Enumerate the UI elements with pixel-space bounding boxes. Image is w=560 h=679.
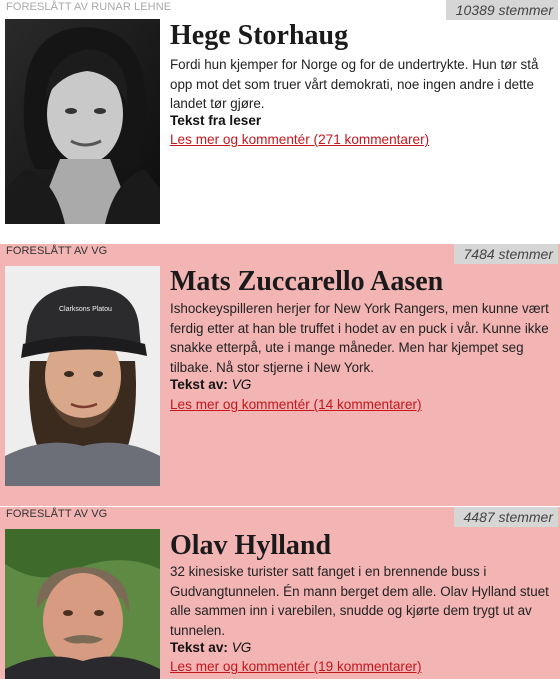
author-line	[170, 111, 261, 131]
suggested-by-label: FORESLÅTT AV VG	[6, 508, 108, 520]
read-more-comments-link[interactable]: Les mer og kommentér (271 kommentarer)	[170, 132, 430, 147]
candidate-name: Olav Hylland	[170, 530, 332, 561]
candidate-photo[interactable]	[5, 266, 160, 486]
author-label: Tekst fra leser	[170, 113, 262, 128]
candidate-name: Hege Storhaug	[170, 20, 349, 51]
vote-count-badge: 7484 stemmer	[454, 244, 558, 264]
suggested-by-label: FORESLÅTT AV VG	[6, 245, 108, 257]
read-more-comments-link[interactable]: Les mer og kommentér (14 kommentarer)	[170, 397, 422, 412]
author-line	[170, 375, 251, 395]
vote-count-badge: 10389 stemmer	[446, 0, 558, 20]
author-label: Tekst av:	[170, 377, 228, 392]
read-more-comments-link[interactable]: Les mer og kommentér (19 kommentarer)	[170, 659, 422, 674]
candidate-name: Mats Zuccarello Aasen	[170, 266, 444, 297]
candidate-description: Ishockeyspilleren herjer for New York Rangers, men kunne vært ferdig etter at han ble truffet i hodet av en puck i vår. Kunne ikke snakke etterpå, ute i mange måneder. Men har kjempet seg tilbake. Nå stor stjerne i New York.	[170, 301, 549, 375]
author-value: VG	[231, 377, 252, 392]
candidate-photo[interactable]	[5, 19, 160, 224]
vote-count-badge: 4487 stemmer	[454, 507, 558, 527]
candidate-description: 32 kinesiske turister satt fanget i en brennende buss i Gudvangtunnelen. Én mann berget dem alle. Olav Hylland stuet alle sammen inn i varebilen, snudde og kjørte dem trygt ut av tunnelen.	[170, 564, 549, 638]
candidate-description: Fordi hun kjemper for Norge og for de undertrykte. Hun tør stå opp mot det som truer vårt demokrati, noe ingen andre i dette landet tør gjøre.	[170, 57, 539, 111]
cap-logo-text: Clarksons Platou	[59, 306, 112, 313]
candidate-card-3	[0, 507, 560, 679]
author-label: Tekst av:	[170, 640, 228, 655]
candidate-card-1	[0, 0, 560, 225]
author-value: VG	[231, 640, 252, 655]
author-line	[170, 638, 251, 658]
suggested-by-label: FORESLÅTT AV RUNAR LEHNE	[6, 1, 172, 13]
candidate-card-2	[0, 244, 560, 506]
candidate-photo[interactable]	[5, 529, 160, 679]
